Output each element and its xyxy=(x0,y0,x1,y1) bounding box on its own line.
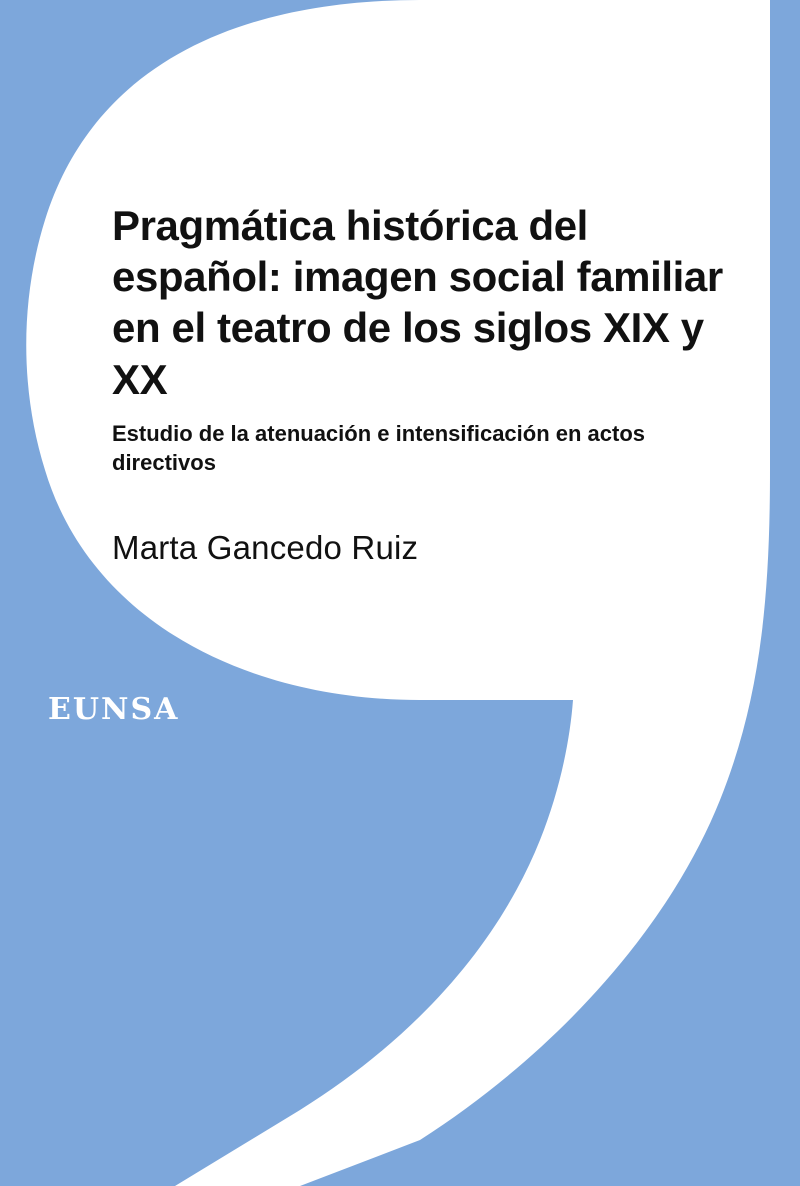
author-name: Marta Gancedo Ruiz xyxy=(112,529,419,566)
page-title: Pragmática histórica del español: imagen social familiar en el teatro de los siglos XIX y XX xyxy=(112,202,723,403)
cover-text-block xyxy=(112,200,732,567)
publisher-logo: EUNSA xyxy=(48,692,180,727)
page-subtitle: Estudio de la atenuación e intensificación en actos directivos xyxy=(112,420,646,475)
